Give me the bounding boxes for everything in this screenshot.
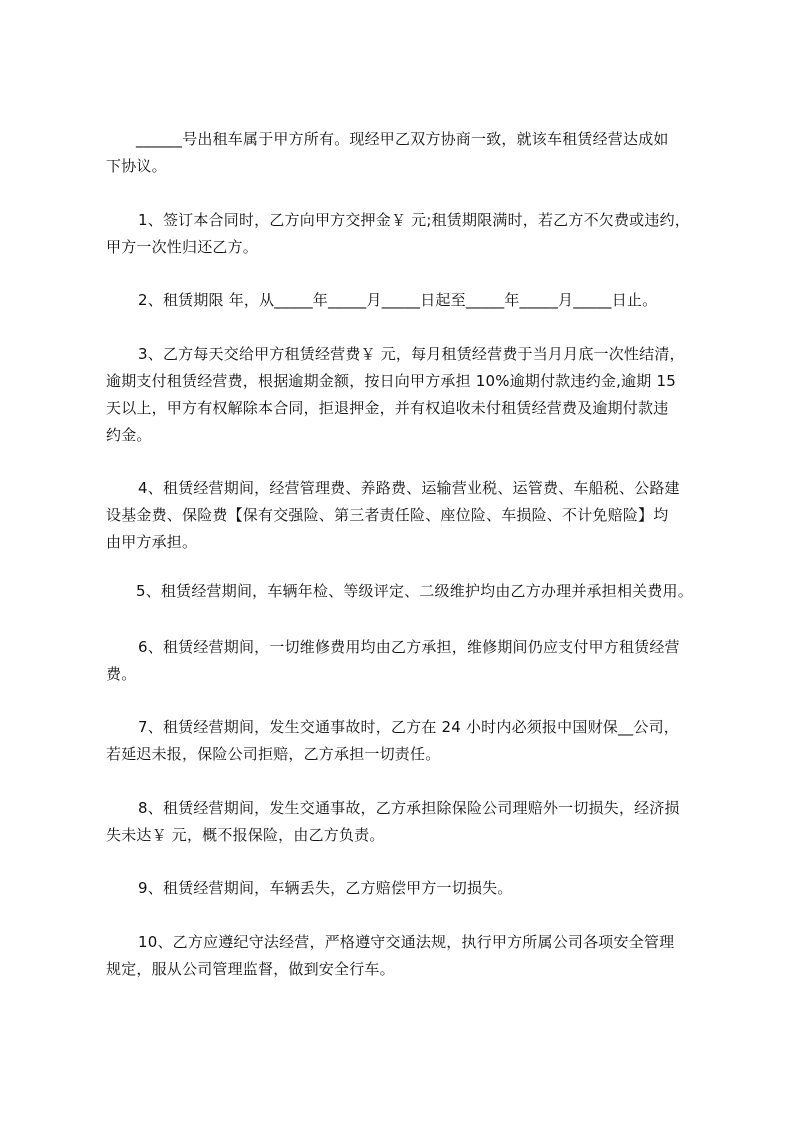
text-line: 6、租赁经营期间，一切维修费用均由乙方承担，维修期间仍应支付甲方租赁经营	[138, 638, 680, 656]
clause-8	[106, 795, 718, 849]
text-line: 规定，服从公司管理监督，做到安全行车。	[106, 960, 395, 978]
clause-2	[106, 287, 718, 314]
text-line: 4、租赁经营期间，经营管理费、养路费、运输营业税、运管费、车船税、公路建	[138, 479, 680, 497]
clause-7	[106, 714, 718, 768]
text-line: 3、乙方每天交给甲方租赁经营费￥ 元，每月租赁经营费于当月月底一次性结清，	[138, 345, 685, 363]
text-line: 费。	[106, 665, 137, 683]
clause-1	[106, 207, 718, 261]
paragraph-intro	[106, 126, 718, 180]
text-line: 设基金费、保险费【保有交强险、第三者责任险、座位险、车损险、不计免赔险】均	[106, 506, 669, 524]
text-line: 9、租赁经营期间，车辆丢失，乙方赔偿甲方一切损失。	[138, 879, 513, 897]
text-line: 10、乙方应遵纪守法经营，严格遵守交通法规，执行甲方所属公司各项安全管理	[138, 933, 675, 951]
clause-4	[106, 475, 718, 556]
text-line: 逾期支付租赁经营费，根据逾期金额，按日向甲方承担 10%逾期付款违约金,逾期 15	[106, 372, 676, 390]
text-line: 2、租赁期限 年，从_____年_____月_____日起至_____年_____月_____日止。	[138, 291, 658, 309]
text-line: 下协议。	[106, 157, 167, 175]
text-line: 失未达￥ 元，概不报保险，由乙方负责。	[106, 826, 385, 844]
clause-9	[106, 875, 718, 902]
clause-6	[106, 634, 718, 688]
text-line: 约金。	[106, 426, 152, 444]
text-line: 由甲方承担。	[106, 533, 198, 551]
text-line: 天以上，甲方有权解除本合同，拒退押金，并有权追收未付租赁经营费及逾期付款违	[106, 399, 669, 417]
clause-5	[106, 578, 718, 605]
text-line: 若延迟未报，保险公司拒赔，乙方承担一切责任。	[106, 745, 441, 763]
clause-3	[106, 341, 718, 449]
text-line: 1、签订本合同时，乙方向甲方交押金￥ 元;租赁期限满时，若乙方不欠费或违约，	[138, 211, 690, 229]
text-line: ______号出租车属于甲方所有。现经甲乙双方协商一致，就该车租赁经营达成如	[136, 130, 669, 148]
text-line: 7、租赁经营期间，发生交通事故时，乙方在 24 小时内必须报中国财保__公司，	[138, 718, 679, 736]
clause-10	[106, 929, 718, 983]
text-line: 甲方一次性归还乙方。	[106, 238, 259, 256]
text-line: 8、租赁经营期间，发生交通事故，乙方承担除保险公司理赔外一切损失，经济损	[138, 799, 680, 817]
text-line: 5、租赁经营期间，车辆年检、等级评定、二级维护均由乙方办理并承担相关费用。	[136, 582, 693, 600]
